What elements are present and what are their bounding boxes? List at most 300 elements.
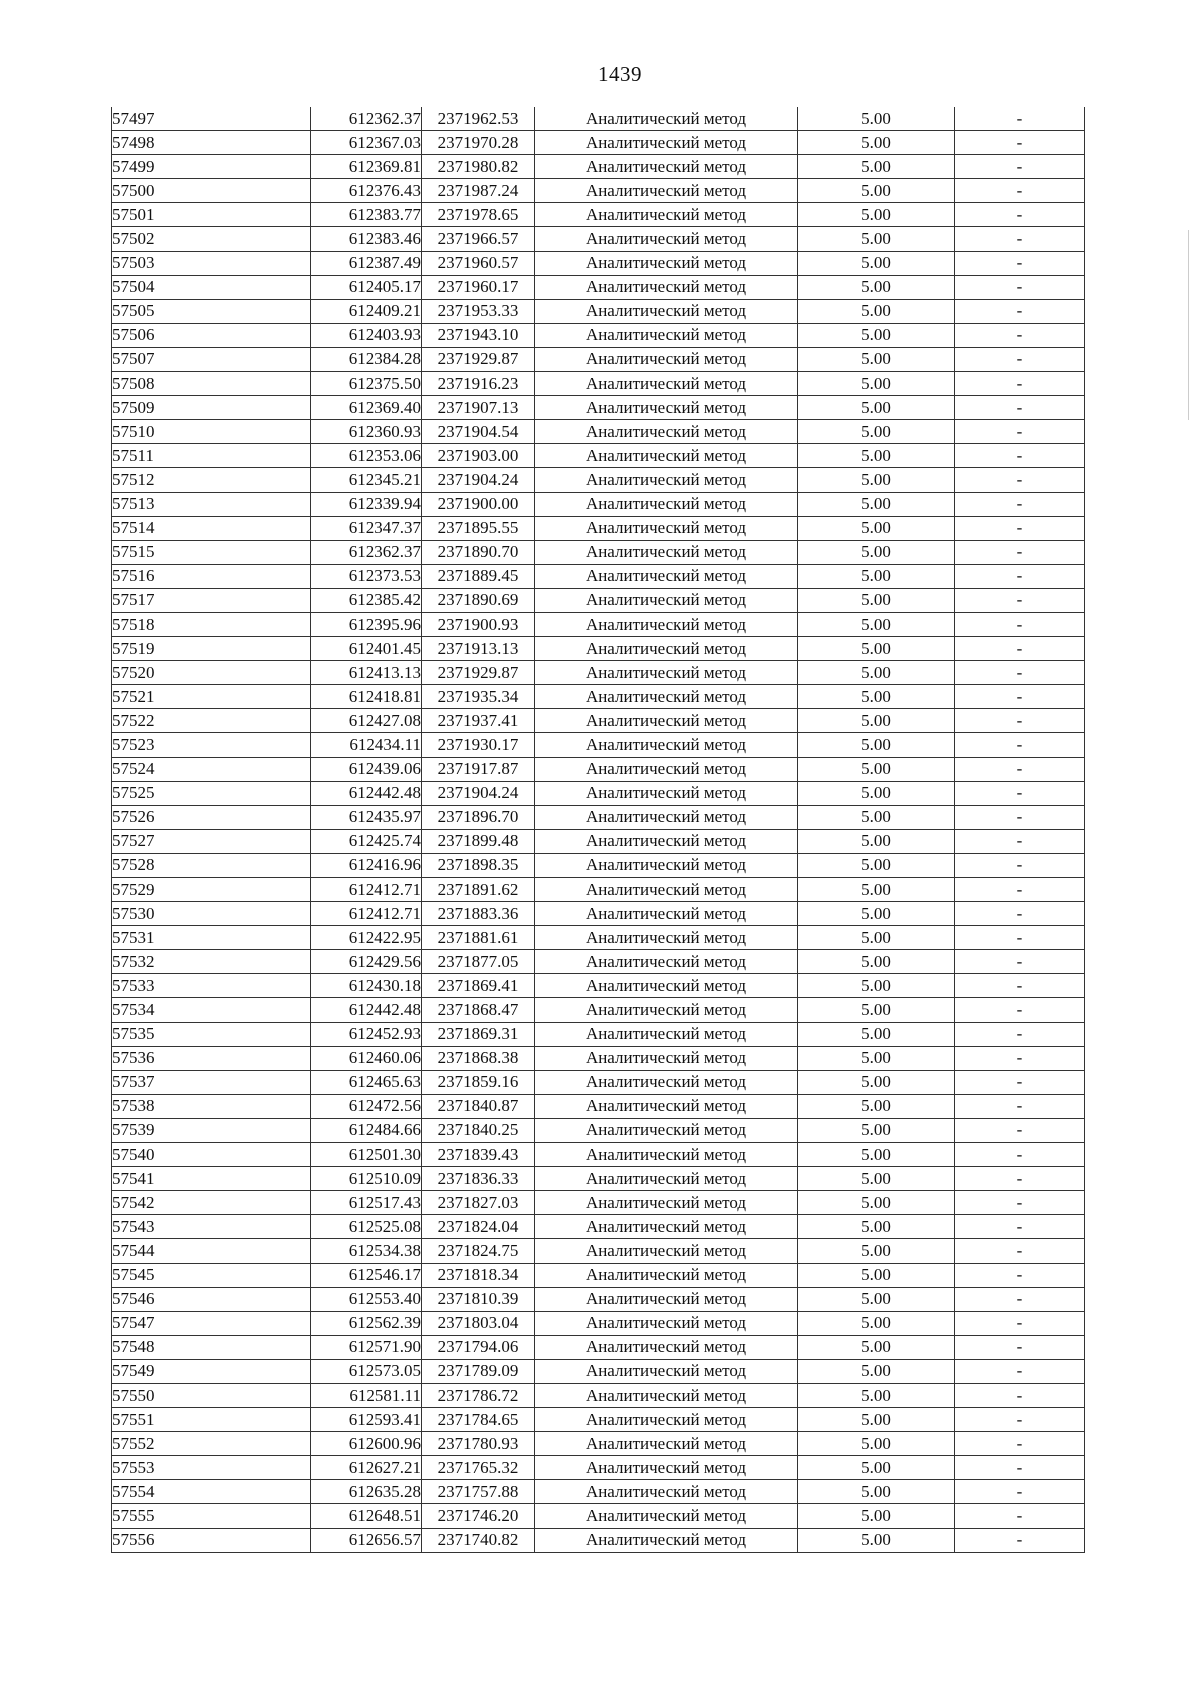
y-coordinate-cell: 2371839.43 (422, 1143, 535, 1167)
method-cell: Аналитический метод (535, 540, 798, 564)
x-coordinate-cell: 612593.41 (311, 1408, 422, 1432)
method-cell: Аналитический метод (535, 179, 798, 203)
method-cell: Аналитический метод (535, 588, 798, 612)
method-cell: Аналитический метод (535, 372, 798, 396)
method-cell: Аналитический метод (535, 998, 798, 1022)
accuracy-cell: 5.00 (798, 516, 955, 540)
note-cell: - (955, 637, 1085, 661)
method-cell: Аналитический метод (535, 661, 798, 685)
point-number-cell: 57518 (112, 612, 311, 636)
table-row (112, 227, 1085, 251)
y-coordinate-cell: 2371746.20 (422, 1504, 535, 1528)
method-cell: Аналитический метод (535, 1263, 798, 1287)
accuracy-cell: 5.00 (798, 107, 955, 131)
accuracy-cell: 5.00 (798, 612, 955, 636)
accuracy-cell: 5.00 (798, 829, 955, 853)
point-number-cell: 57550 (112, 1383, 311, 1407)
x-coordinate-cell: 612434.11 (311, 733, 422, 757)
method-cell: Аналитический метод (535, 709, 798, 733)
method-cell: Аналитический метод (535, 1504, 798, 1528)
table-row (112, 1094, 1085, 1118)
point-number-cell: 57525 (112, 781, 311, 805)
note-cell: - (955, 757, 1085, 781)
method-cell: Аналитический метод (535, 564, 798, 588)
method-cell: Аналитический метод (535, 829, 798, 853)
x-coordinate-cell: 612369.40 (311, 396, 422, 420)
method-cell: Аналитический метод (535, 974, 798, 998)
accuracy-cell: 5.00 (798, 1383, 955, 1407)
method-cell: Аналитический метод (535, 251, 798, 275)
accuracy-cell: 5.00 (798, 1070, 955, 1094)
point-number-cell: 57519 (112, 637, 311, 661)
note-cell: - (955, 347, 1085, 371)
table-row (112, 685, 1085, 709)
method-cell: Аналитический метод (535, 878, 798, 902)
point-number-cell: 57545 (112, 1263, 311, 1287)
x-coordinate-cell: 612373.53 (311, 564, 422, 588)
accuracy-cell: 5.00 (798, 203, 955, 227)
point-number-cell: 57529 (112, 878, 311, 902)
y-coordinate-cell: 2371881.61 (422, 926, 535, 950)
y-coordinate-cell: 2371904.54 (422, 420, 535, 444)
x-coordinate-cell: 612360.93 (311, 420, 422, 444)
accuracy-cell: 5.00 (798, 588, 955, 612)
note-cell: - (955, 468, 1085, 492)
table-row (112, 1359, 1085, 1383)
y-coordinate-cell: 2371930.17 (422, 733, 535, 757)
method-cell: Аналитический метод (535, 1359, 798, 1383)
note-cell: - (955, 1383, 1085, 1407)
y-coordinate-cell: 2371970.28 (422, 131, 535, 155)
y-coordinate-cell: 2371827.03 (422, 1191, 535, 1215)
method-cell: Аналитический метод (535, 1046, 798, 1070)
y-coordinate-cell: 2371896.70 (422, 805, 535, 829)
y-coordinate-cell: 2371929.87 (422, 661, 535, 685)
point-number-cell: 57548 (112, 1335, 311, 1359)
note-cell: - (955, 1456, 1085, 1480)
method-cell: Аналитический метод (535, 950, 798, 974)
y-coordinate-cell: 2371904.24 (422, 468, 535, 492)
table-row (112, 1480, 1085, 1504)
table-row (112, 902, 1085, 926)
method-cell: Аналитический метод (535, 444, 798, 468)
accuracy-cell: 5.00 (798, 420, 955, 444)
point-number-cell: 57528 (112, 853, 311, 877)
table-row (112, 1143, 1085, 1167)
note-cell: - (955, 588, 1085, 612)
x-coordinate-cell: 612395.96 (311, 612, 422, 636)
note-cell: - (955, 853, 1085, 877)
x-coordinate-cell: 612648.51 (311, 1504, 422, 1528)
x-coordinate-cell: 612562.39 (311, 1311, 422, 1335)
table-row (112, 709, 1085, 733)
accuracy-cell: 5.00 (798, 1143, 955, 1167)
y-coordinate-cell: 2371889.45 (422, 564, 535, 588)
accuracy-cell: 5.00 (798, 372, 955, 396)
method-cell: Аналитический метод (535, 926, 798, 950)
y-coordinate-cell: 2371883.36 (422, 902, 535, 926)
x-coordinate-cell: 612484.66 (311, 1118, 422, 1142)
y-coordinate-cell: 2371917.87 (422, 757, 535, 781)
y-coordinate-cell: 2371803.04 (422, 1311, 535, 1335)
y-coordinate-cell: 2371904.24 (422, 781, 535, 805)
point-number-cell: 57541 (112, 1167, 311, 1191)
table-row (112, 155, 1085, 179)
point-number-cell: 57547 (112, 1311, 311, 1335)
accuracy-cell: 5.00 (798, 926, 955, 950)
note-cell: - (955, 733, 1085, 757)
y-coordinate-cell: 2371980.82 (422, 155, 535, 179)
note-cell: - (955, 1070, 1085, 1094)
y-coordinate-cell: 2371929.87 (422, 347, 535, 371)
accuracy-cell: 5.00 (798, 1263, 955, 1287)
table-row (112, 299, 1085, 323)
method-cell: Аналитический метод (535, 757, 798, 781)
y-coordinate-cell: 2371962.53 (422, 107, 535, 131)
note-cell: - (955, 998, 1085, 1022)
note-cell: - (955, 251, 1085, 275)
point-number-cell: 57510 (112, 420, 311, 444)
method-cell: Аналитический метод (535, 781, 798, 805)
note-cell: - (955, 781, 1085, 805)
x-coordinate-cell: 612375.50 (311, 372, 422, 396)
method-cell: Аналитический метод (535, 1383, 798, 1407)
table-row (112, 1022, 1085, 1046)
x-coordinate-cell: 612418.81 (311, 685, 422, 709)
point-number-cell: 57526 (112, 805, 311, 829)
note-cell: - (955, 323, 1085, 347)
point-number-cell: 57537 (112, 1070, 311, 1094)
method-cell: Аналитический метод (535, 612, 798, 636)
scan-edge-mark (1188, 230, 1189, 420)
y-coordinate-cell: 2371899.48 (422, 829, 535, 853)
y-coordinate-cell: 2371891.62 (422, 878, 535, 902)
accuracy-cell: 5.00 (798, 323, 955, 347)
x-coordinate-cell: 612427.08 (311, 709, 422, 733)
note-cell: - (955, 1263, 1085, 1287)
accuracy-cell: 5.00 (798, 1408, 955, 1432)
y-coordinate-cell: 2371859.16 (422, 1070, 535, 1094)
accuracy-cell: 5.00 (798, 902, 955, 926)
note-cell: - (955, 1118, 1085, 1142)
x-coordinate-cell: 612439.06 (311, 757, 422, 781)
note-cell: - (955, 203, 1085, 227)
note-cell: - (955, 878, 1085, 902)
accuracy-cell: 5.00 (798, 1022, 955, 1046)
table-row (112, 323, 1085, 347)
x-coordinate-cell: 612347.37 (311, 516, 422, 540)
table-row (112, 396, 1085, 420)
note-cell: - (955, 1528, 1085, 1552)
table-row (112, 1070, 1085, 1094)
note-cell: - (955, 396, 1085, 420)
point-number-cell: 57512 (112, 468, 311, 492)
x-coordinate-cell: 612525.08 (311, 1215, 422, 1239)
table-row (112, 637, 1085, 661)
note-cell: - (955, 805, 1085, 829)
y-coordinate-cell: 2371836.33 (422, 1167, 535, 1191)
point-number-cell: 57497 (112, 107, 311, 131)
x-coordinate-cell: 612534.38 (311, 1239, 422, 1263)
point-number-cell: 57499 (112, 155, 311, 179)
accuracy-cell: 5.00 (798, 661, 955, 685)
point-number-cell: 57509 (112, 396, 311, 420)
table-row (112, 1528, 1085, 1552)
table-row (112, 275, 1085, 299)
y-coordinate-cell: 2371740.82 (422, 1528, 535, 1552)
point-number-cell: 57532 (112, 950, 311, 974)
x-coordinate-cell: 612510.09 (311, 1167, 422, 1191)
table-row (112, 588, 1085, 612)
table-row (112, 492, 1085, 516)
method-cell: Аналитический метод (535, 902, 798, 926)
y-coordinate-cell: 2371987.24 (422, 179, 535, 203)
note-cell: - (955, 1094, 1085, 1118)
table-row (112, 1335, 1085, 1359)
accuracy-cell: 5.00 (798, 1528, 955, 1552)
y-coordinate-cell: 2371895.55 (422, 516, 535, 540)
method-cell: Аналитический метод (535, 299, 798, 323)
accuracy-cell: 5.00 (798, 396, 955, 420)
y-coordinate-cell: 2371794.06 (422, 1335, 535, 1359)
y-coordinate-cell: 2371900.93 (422, 612, 535, 636)
table-row (112, 1311, 1085, 1335)
note-cell: - (955, 1046, 1085, 1070)
note-cell: - (955, 1504, 1085, 1528)
y-coordinate-cell: 2371818.34 (422, 1263, 535, 1287)
y-coordinate-cell: 2371765.32 (422, 1456, 535, 1480)
x-coordinate-cell: 612367.03 (311, 131, 422, 155)
method-cell: Аналитический метод (535, 107, 798, 131)
accuracy-cell: 5.00 (798, 1480, 955, 1504)
note-cell: - (955, 661, 1085, 685)
x-coordinate-cell: 612546.17 (311, 1263, 422, 1287)
method-cell: Аналитический метод (535, 1408, 798, 1432)
table-row (112, 1408, 1085, 1432)
accuracy-cell: 5.00 (798, 1046, 955, 1070)
method-cell: Аналитический метод (535, 1432, 798, 1456)
y-coordinate-cell: 2371913.13 (422, 637, 535, 661)
x-coordinate-cell: 612425.74 (311, 829, 422, 853)
point-number-cell: 57539 (112, 1118, 311, 1142)
method-cell: Аналитический метод (535, 131, 798, 155)
note-cell: - (955, 685, 1085, 709)
y-coordinate-cell: 2371784.65 (422, 1408, 535, 1432)
method-cell: Аналитический метод (535, 1287, 798, 1311)
accuracy-cell: 5.00 (798, 275, 955, 299)
x-coordinate-cell: 612387.49 (311, 251, 422, 275)
note-cell: - (955, 275, 1085, 299)
table-row (112, 974, 1085, 998)
point-number-cell: 57549 (112, 1359, 311, 1383)
note-cell: - (955, 155, 1085, 179)
table-row (112, 540, 1085, 564)
note-cell: - (955, 420, 1085, 444)
y-coordinate-cell: 2371789.09 (422, 1359, 535, 1383)
table-row (112, 781, 1085, 805)
method-cell: Аналитический метод (535, 1480, 798, 1504)
accuracy-cell: 5.00 (798, 1504, 955, 1528)
accuracy-cell: 5.00 (798, 998, 955, 1022)
y-coordinate-cell: 2371953.33 (422, 299, 535, 323)
accuracy-cell: 5.00 (798, 347, 955, 371)
point-number-cell: 57515 (112, 540, 311, 564)
x-coordinate-cell: 612635.28 (311, 1480, 422, 1504)
table-row (112, 516, 1085, 540)
coordinates-table (111, 107, 1085, 1553)
y-coordinate-cell: 2371935.34 (422, 685, 535, 709)
table-row (112, 878, 1085, 902)
table-row (112, 853, 1085, 877)
x-coordinate-cell: 612405.17 (311, 275, 422, 299)
method-cell: Аналитический метод (535, 1191, 798, 1215)
point-number-cell: 57552 (112, 1432, 311, 1456)
table-row (112, 372, 1085, 396)
table-row (112, 661, 1085, 685)
x-coordinate-cell: 612573.05 (311, 1359, 422, 1383)
x-coordinate-cell: 612656.57 (311, 1528, 422, 1552)
note-cell: - (955, 709, 1085, 733)
x-coordinate-cell: 612384.28 (311, 347, 422, 371)
table-row (112, 1118, 1085, 1142)
table-row (112, 1504, 1085, 1528)
y-coordinate-cell: 2371937.41 (422, 709, 535, 733)
note-cell: - (955, 829, 1085, 853)
point-number-cell: 57540 (112, 1143, 311, 1167)
method-cell: Аналитический метод (535, 347, 798, 371)
point-number-cell: 57503 (112, 251, 311, 275)
table-row (112, 1215, 1085, 1239)
y-coordinate-cell: 2371898.35 (422, 853, 535, 877)
point-number-cell: 57538 (112, 1094, 311, 1118)
table-row (112, 612, 1085, 636)
note-cell: - (955, 1143, 1085, 1167)
accuracy-cell: 5.00 (798, 468, 955, 492)
note-cell: - (955, 1239, 1085, 1263)
y-coordinate-cell: 2371824.04 (422, 1215, 535, 1239)
accuracy-cell: 5.00 (798, 299, 955, 323)
y-coordinate-cell: 2371877.05 (422, 950, 535, 974)
accuracy-cell: 5.00 (798, 709, 955, 733)
y-coordinate-cell: 2371840.87 (422, 1094, 535, 1118)
point-number-cell: 57516 (112, 564, 311, 588)
table-row (112, 347, 1085, 371)
x-coordinate-cell: 612501.30 (311, 1143, 422, 1167)
note-cell: - (955, 902, 1085, 926)
accuracy-cell: 5.00 (798, 781, 955, 805)
accuracy-cell: 5.00 (798, 805, 955, 829)
note-cell: - (955, 131, 1085, 155)
accuracy-cell: 5.00 (798, 1191, 955, 1215)
note-cell: - (955, 1408, 1085, 1432)
table-row (112, 1239, 1085, 1263)
point-number-cell: 57524 (112, 757, 311, 781)
point-number-cell: 57531 (112, 926, 311, 950)
note-cell: - (955, 179, 1085, 203)
accuracy-cell: 5.00 (798, 1311, 955, 1335)
table-row (112, 926, 1085, 950)
table-row (112, 444, 1085, 468)
method-cell: Аналитический метод (535, 203, 798, 227)
y-coordinate-cell: 2371966.57 (422, 227, 535, 251)
accuracy-cell: 5.00 (798, 1456, 955, 1480)
x-coordinate-cell: 612376.43 (311, 179, 422, 203)
note-cell: - (955, 444, 1085, 468)
point-number-cell: 57555 (112, 1504, 311, 1528)
method-cell: Аналитический метод (535, 1215, 798, 1239)
x-coordinate-cell: 612571.90 (311, 1335, 422, 1359)
accuracy-cell: 5.00 (798, 131, 955, 155)
point-number-cell: 57536 (112, 1046, 311, 1070)
accuracy-cell: 5.00 (798, 757, 955, 781)
point-number-cell: 57556 (112, 1528, 311, 1552)
y-coordinate-cell: 2371868.38 (422, 1046, 535, 1070)
x-coordinate-cell: 612409.21 (311, 299, 422, 323)
method-cell: Аналитический метод (535, 1118, 798, 1142)
note-cell: - (955, 612, 1085, 636)
table-row (112, 805, 1085, 829)
x-coordinate-cell: 612412.71 (311, 878, 422, 902)
point-number-cell: 57534 (112, 998, 311, 1022)
table-row (112, 1456, 1085, 1480)
point-number-cell: 57521 (112, 685, 311, 709)
note-cell: - (955, 1432, 1085, 1456)
point-number-cell: 57533 (112, 974, 311, 998)
accuracy-cell: 5.00 (798, 685, 955, 709)
point-number-cell: 57500 (112, 179, 311, 203)
table-row (112, 251, 1085, 275)
y-coordinate-cell: 2371869.41 (422, 974, 535, 998)
table-row (112, 1383, 1085, 1407)
accuracy-cell: 5.00 (798, 444, 955, 468)
note-cell: - (955, 107, 1085, 131)
table-row (112, 950, 1085, 974)
y-coordinate-cell: 2371868.47 (422, 998, 535, 1022)
x-coordinate-cell: 612429.56 (311, 950, 422, 974)
y-coordinate-cell: 2371900.00 (422, 492, 535, 516)
accuracy-cell: 5.00 (798, 540, 955, 564)
accuracy-cell: 5.00 (798, 950, 955, 974)
y-coordinate-cell: 2371840.25 (422, 1118, 535, 1142)
table-row (112, 420, 1085, 444)
accuracy-cell: 5.00 (798, 492, 955, 516)
y-coordinate-cell: 2371916.23 (422, 372, 535, 396)
note-cell: - (955, 974, 1085, 998)
x-coordinate-cell: 612581.11 (311, 1383, 422, 1407)
accuracy-cell: 5.00 (798, 1335, 955, 1359)
note-cell: - (955, 1311, 1085, 1335)
x-coordinate-cell: 612339.94 (311, 492, 422, 516)
accuracy-cell: 5.00 (798, 251, 955, 275)
x-coordinate-cell: 612553.40 (311, 1287, 422, 1311)
y-coordinate-cell: 2371869.31 (422, 1022, 535, 1046)
accuracy-cell: 5.00 (798, 1287, 955, 1311)
accuracy-cell: 5.00 (798, 853, 955, 877)
method-cell: Аналитический метод (535, 1239, 798, 1263)
x-coordinate-cell: 612600.96 (311, 1432, 422, 1456)
y-coordinate-cell: 2371824.75 (422, 1239, 535, 1263)
table-row (112, 1191, 1085, 1215)
x-coordinate-cell: 612403.93 (311, 323, 422, 347)
table-row (112, 757, 1085, 781)
point-number-cell: 57506 (112, 323, 311, 347)
table-row (112, 1287, 1085, 1311)
point-number-cell: 57530 (112, 902, 311, 926)
accuracy-cell: 5.00 (798, 733, 955, 757)
point-number-cell: 57551 (112, 1408, 311, 1432)
point-number-cell: 57502 (112, 227, 311, 251)
note-cell: - (955, 1022, 1085, 1046)
